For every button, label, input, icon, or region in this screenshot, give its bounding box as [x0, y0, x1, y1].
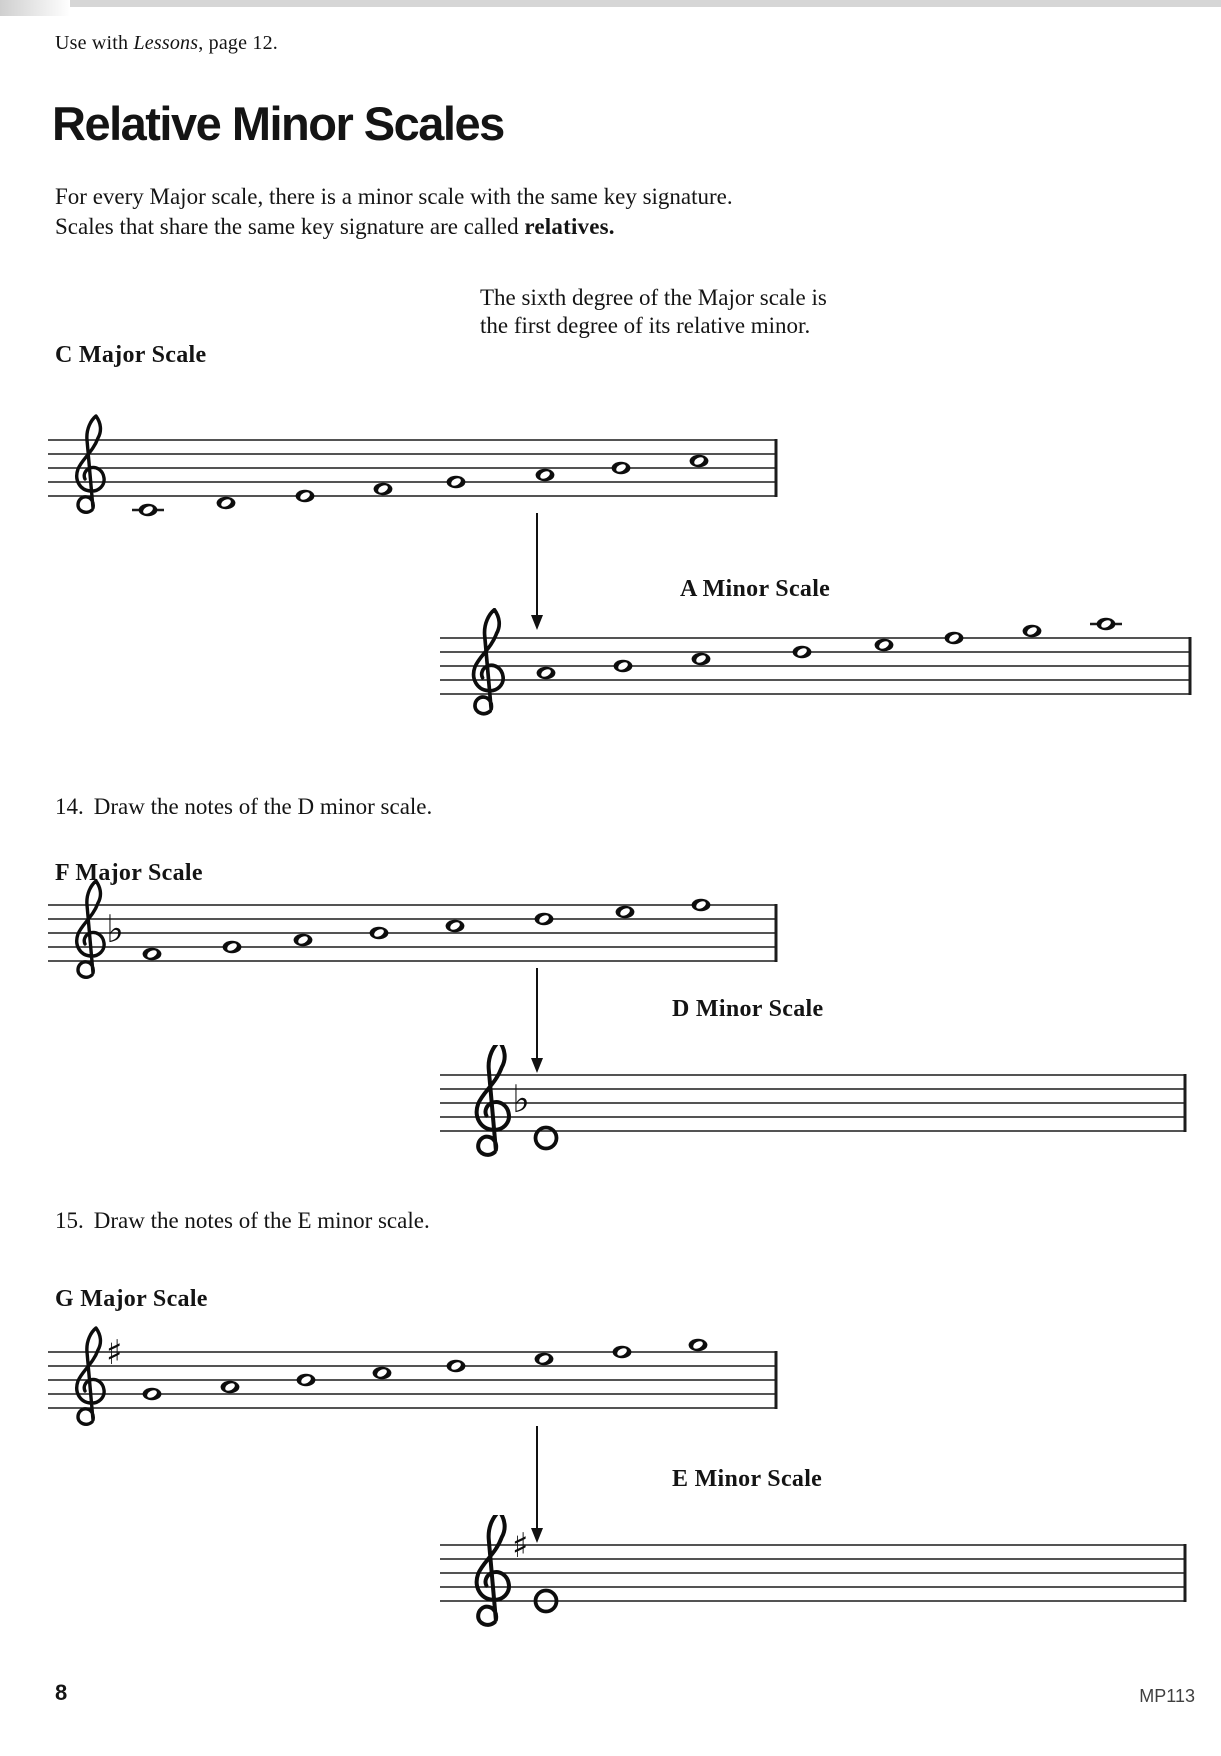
- callout-line-2: the first degree of its relative minor.: [480, 313, 811, 338]
- callout-line-1: The sixth degree of the Major scale is: [480, 285, 827, 310]
- scan-edge: [0, 0, 1221, 7]
- exercise-14-number: 14.: [55, 794, 84, 819]
- exercise-15-text: Draw the notes of the E minor scale.: [93, 1208, 430, 1233]
- d-minor-label: D Minor Scale: [672, 996, 824, 1022]
- intro-line-2-bold: relatives.: [524, 214, 615, 239]
- header-note-suffix: , page 12.: [198, 32, 278, 54]
- footer-page-number: 8: [55, 1680, 68, 1705]
- c-major-label: C Major Scale: [55, 342, 207, 368]
- header-note-book-title: Lessons: [133, 32, 199, 54]
- scan-edge-corner: [0, 0, 70, 16]
- svg-text:♯: ♯: [106, 1333, 123, 1373]
- intro-line-1: For every Major scale, there is a minor scale with the same key signature.: [55, 184, 733, 209]
- g-major-label: G Major Scale: [55, 1286, 208, 1312]
- intro-line-2: [55, 212, 885, 242]
- svg-text:♭: ♭: [512, 1077, 530, 1121]
- exercise-14-text: Draw the notes of the D minor scale.: [93, 794, 433, 819]
- callout-text: [480, 284, 910, 340]
- g-major-staff: [48, 1322, 793, 1457]
- intro-paragraph: [55, 182, 885, 242]
- d-minor-staff: [440, 1045, 1205, 1190]
- intro-line-2-text: Scales that share the same key signature are called: [55, 214, 525, 239]
- exercise-14: [55, 794, 432, 820]
- e-minor-staff: [440, 1515, 1205, 1660]
- f-major-label: F Major Scale: [55, 860, 203, 886]
- exercise-15-number: 15.: [55, 1208, 84, 1233]
- a-minor-staff: [440, 608, 1205, 743]
- e-minor-label: E Minor Scale: [672, 1466, 823, 1492]
- header-note: [55, 32, 278, 55]
- svg-text:♯: ♯: [512, 1526, 529, 1566]
- exercise-15: [55, 1208, 430, 1234]
- c-major-staff: [48, 410, 793, 545]
- svg-text:♭: ♭: [106, 907, 124, 951]
- page-title: Relative Minor Scales: [52, 97, 504, 150]
- a-minor-label: A Minor Scale: [680, 576, 831, 602]
- footer-code: MP113: [1139, 1686, 1195, 1706]
- f-major-staff: [48, 875, 793, 1010]
- header-note-prefix: Use with: [55, 32, 134, 54]
